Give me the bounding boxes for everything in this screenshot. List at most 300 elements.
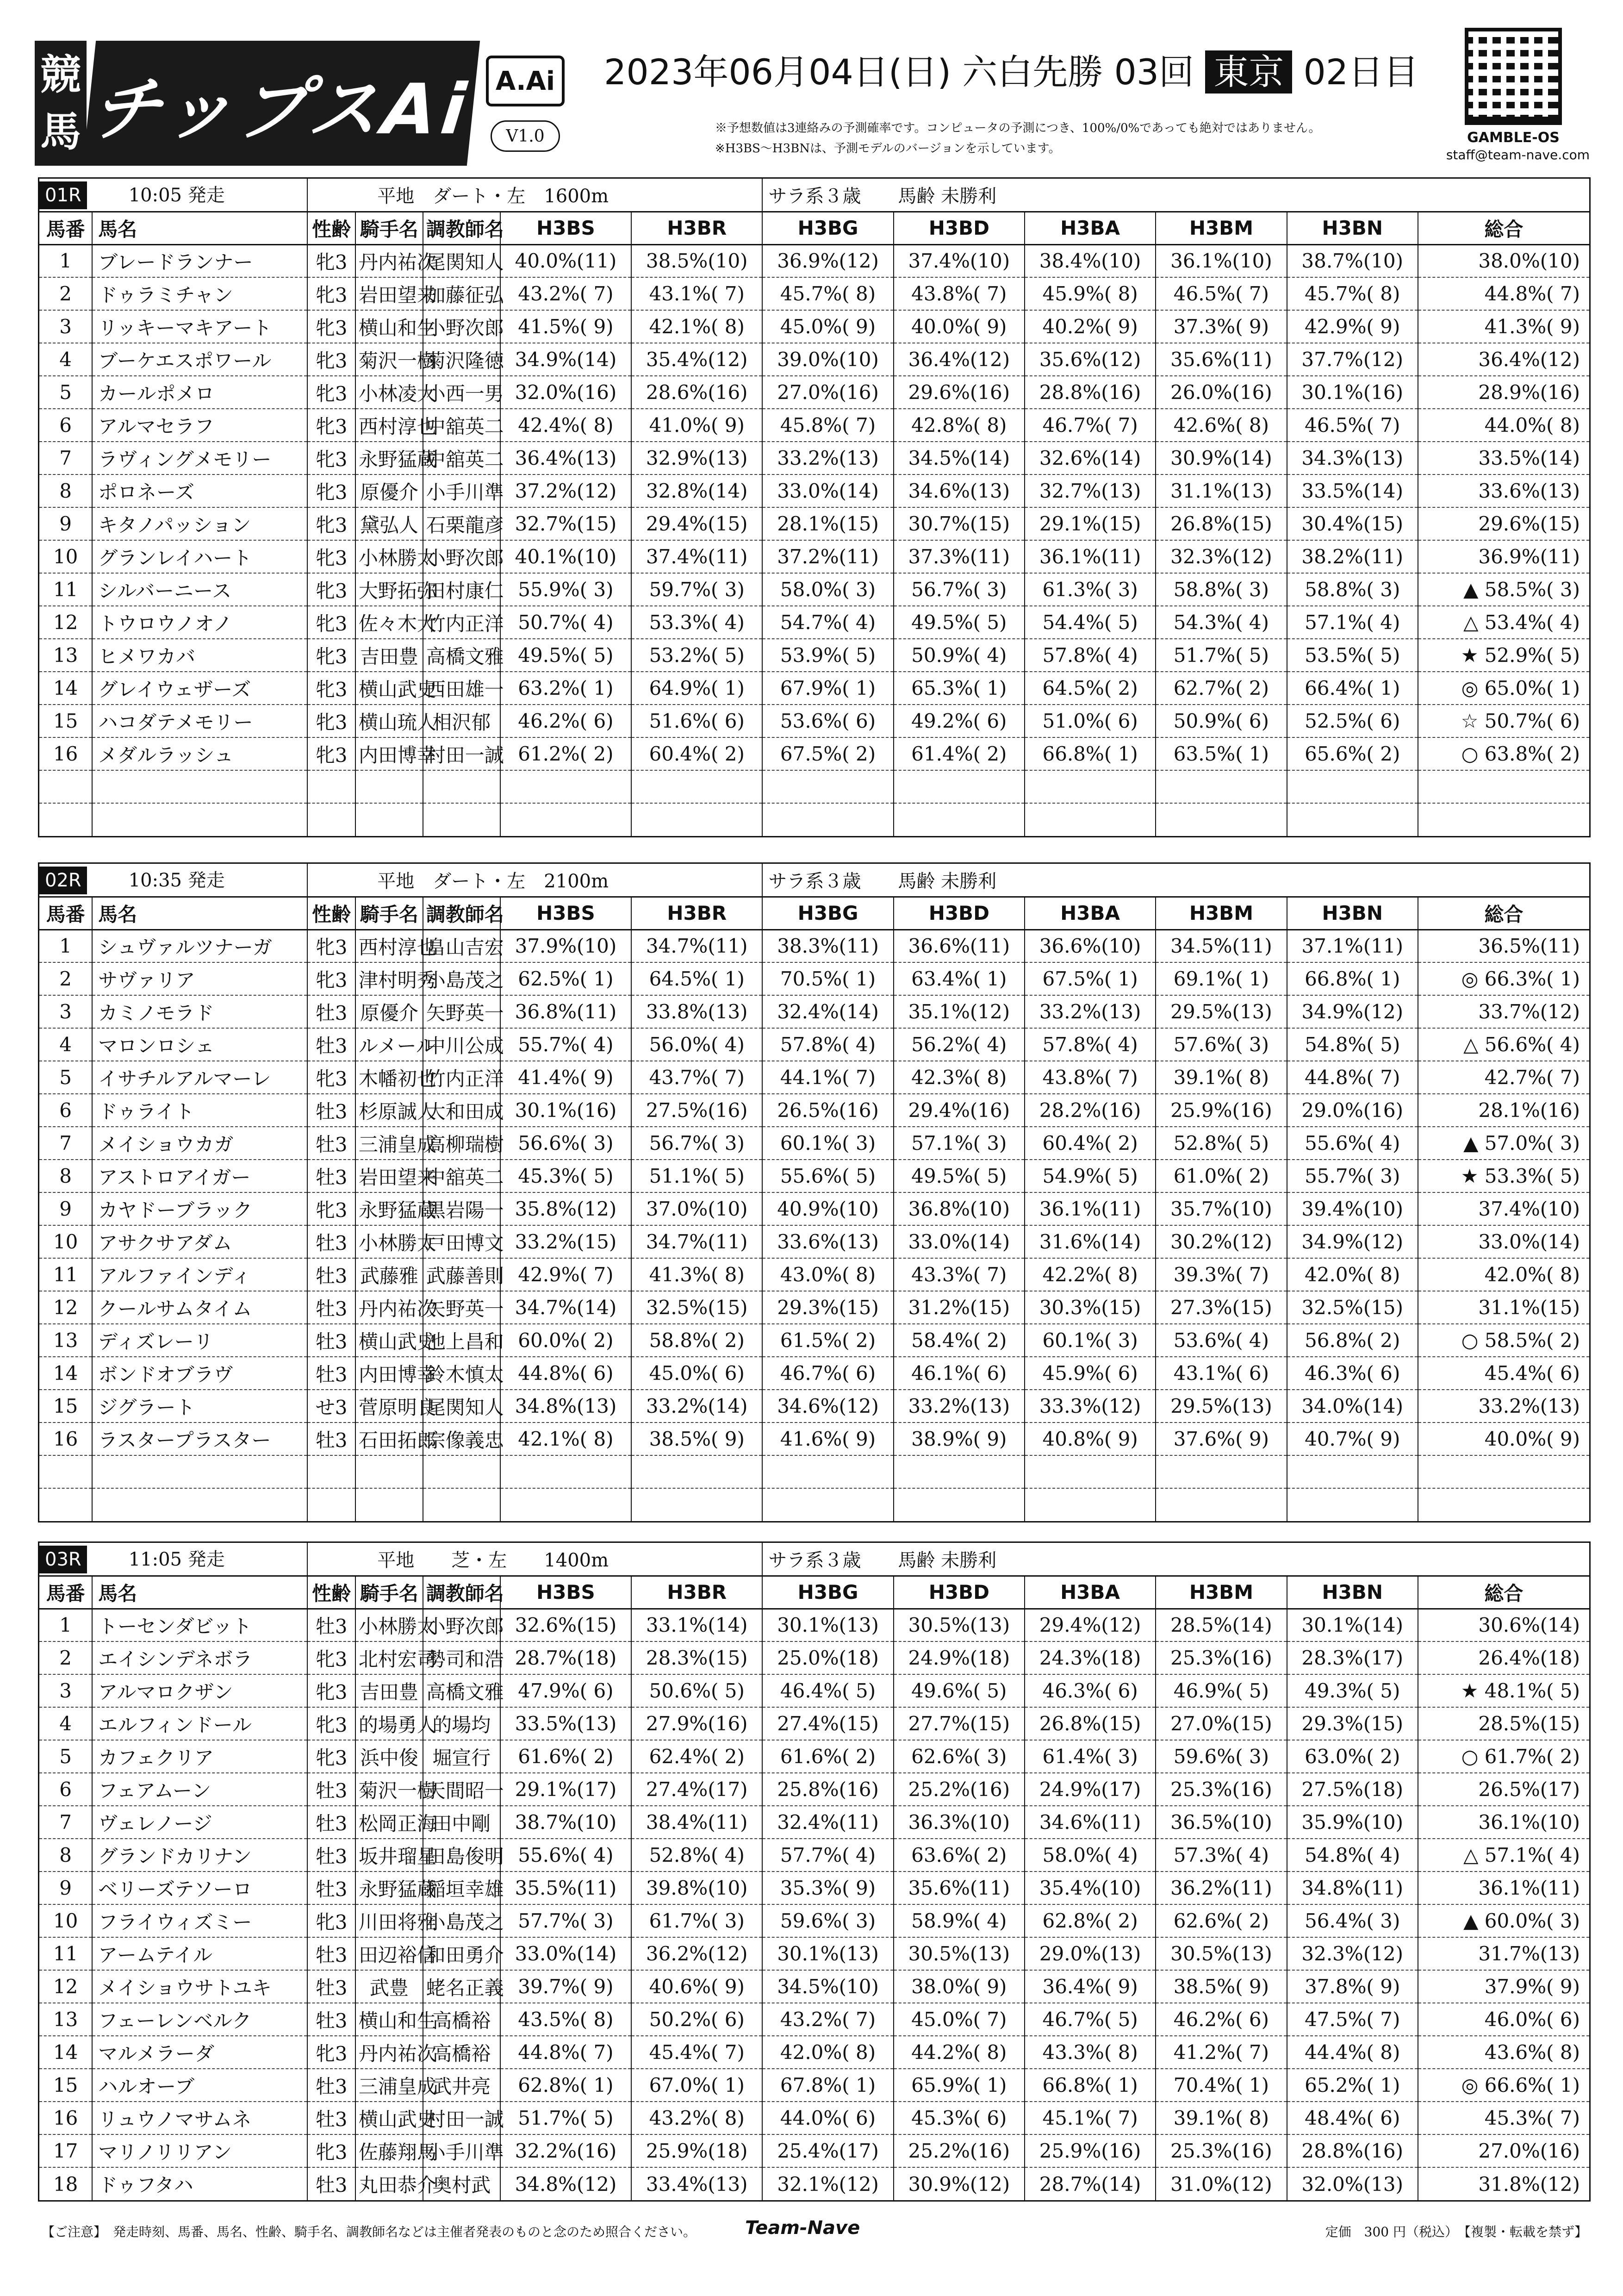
cell-sex-age: 牝3 (307, 409, 355, 442)
column-header: 馬名 (92, 1576, 307, 1609)
cell-h3ba: 33.2%(13) (1025, 995, 1156, 1028)
cell-h3bm: 62.7%( 2) (1156, 672, 1287, 705)
cell-jockey: 小林勝太 (355, 540, 423, 573)
cell-jockey: 菅原明良 (355, 1390, 423, 1423)
cell-h3bm: 34.5%(11) (1156, 930, 1287, 962)
cell-jockey: 西村淳也 (355, 409, 423, 442)
cell-h3bn: 44.8%( 7) (1287, 1061, 1418, 1094)
cell-h3bg: 26.5%(16) (762, 1094, 893, 1127)
cell-horse-no: 18 (53, 2172, 78, 2196)
cell-h3ba: 36.4%( 9) (1025, 1970, 1156, 2003)
cell-sex-age: 牡3 (307, 2102, 355, 2134)
column-header: 総合 (1418, 1576, 1589, 1609)
blank-cell (894, 803, 1025, 836)
cell-h3bn: 52.5%( 6) (1287, 705, 1418, 737)
cell-horse-no: 9 (39, 1872, 92, 1904)
cell-h3bm: 70.4%( 1) (1156, 2069, 1287, 2102)
cell-horse-name: クールサムタイム (92, 1291, 307, 1324)
cell-h3bd: 35.1%(12) (894, 995, 1025, 1028)
cell-h3br: 35.4%(12) (631, 343, 762, 376)
cell-h3ba: 40.2%( 9) (1025, 310, 1156, 343)
blank-cell (894, 1455, 1025, 1488)
cell-horse-no: 3 (39, 1674, 92, 1707)
cell-h3br: 41.3%( 8) (631, 1258, 762, 1291)
blank-cell (762, 1488, 893, 1521)
horse-row (39, 1904, 1589, 1937)
cell-horse-name: メダルラッシュ (92, 737, 307, 770)
horse-row (39, 409, 1589, 442)
blank-cell (423, 1455, 500, 1488)
cell-h3bm: 51.7%( 5) (1156, 639, 1287, 672)
cell-h3bn: 44.4%( 8) (1287, 2036, 1418, 2069)
cell-sex-age: 牝3 (307, 343, 355, 376)
race-info-row (39, 864, 1589, 897)
cell-total: ★ 48.1%( 5) (1418, 1674, 1589, 1707)
cell-h3bg: 40.9%(10) (762, 1192, 893, 1225)
cell-trainer: 中舘英二 (423, 409, 500, 442)
cell-total: ☆ 50.7%( 6) (1418, 705, 1589, 737)
cell-sex-age: 牡3 (307, 1773, 355, 1806)
column-header: 馬名 (92, 212, 307, 244)
cell-horse-no: 13 (39, 639, 92, 672)
cell-h3bm: 30.9%(14) (1156, 442, 1287, 474)
cell-h3bn: 34.3%(13) (1287, 442, 1418, 474)
blank-cell (762, 770, 893, 803)
cell-sex-age: 牝3 (307, 1707, 355, 1740)
cell-h3bd: 36.8%(10) (894, 1192, 1025, 1225)
cell-h3br: 40.6%( 9) (631, 1970, 762, 2003)
cell-sex-age: 牝3 (307, 672, 355, 705)
cell-h3bm: 42.6%( 8) (1156, 409, 1287, 442)
cell-h3br: 37.4%(11) (631, 540, 762, 573)
cell-h3bd: 65.3%( 1) (894, 672, 1025, 705)
cell-total: 38.0%(10) (1418, 244, 1589, 277)
cell-h3br: 62.4%( 2) (631, 1740, 762, 1773)
cell-horse-name: ヒメワカバ (92, 639, 307, 672)
cell-horse-name: ドゥラミチャン (92, 277, 307, 310)
cell-h3bn: 55.6%( 4) (1287, 1127, 1418, 1160)
cell-h3bn: 38.7%(10) (1287, 244, 1418, 277)
blank-cell (1418, 1455, 1589, 1488)
horse-row (39, 1674, 1589, 1707)
cell-trainer: 小野次郎 (423, 310, 500, 343)
cell-h3bn: 33.5%(14) (1287, 474, 1418, 507)
cell-h3bd: 38.9%( 9) (894, 1423, 1025, 1455)
horse-row (39, 1225, 1589, 1258)
cell-h3bm: 69.1%( 1) (1156, 962, 1287, 995)
logo-kanji-1: 競 (40, 50, 81, 99)
page-footer (42, 2217, 1587, 2245)
cell-total: ○ 58.5%( 2) (1418, 1324, 1589, 1357)
cell-h3bd: 50.9%( 4) (894, 639, 1025, 672)
cell-trainer: 蛯名正義 (423, 1970, 500, 2003)
cell-h3bg: 32.4%(14) (762, 995, 893, 1028)
cell-horse-no: 15 (39, 2069, 92, 2102)
cell-h3bg: 41.6%( 9) (762, 1423, 893, 1455)
cell-h3bs: 43.5%( 8) (500, 2003, 631, 2036)
horse-row (39, 1028, 1589, 1061)
cell-h3ba: 28.8%(16) (1025, 376, 1156, 409)
cell-jockey: 丹内祐次 (355, 244, 423, 277)
cell-total: ◎ 66.3%( 1) (1418, 962, 1589, 995)
cell-h3ba: 46.3%( 6) (1025, 1674, 1156, 1707)
cell-h3bg: 61.6%( 2) (762, 1740, 893, 1773)
blank-cell (92, 770, 307, 803)
cell-horse-name: ブーケエスポワール (92, 343, 307, 376)
cell-h3bm: 31.0%(12) (1156, 2167, 1287, 2200)
cell-h3bg: 27.0%(16) (762, 376, 893, 409)
cell-h3bg: 53.9%( 5) (762, 639, 893, 672)
column-header: 騎手名 (355, 897, 423, 930)
cell-h3ba: 28.2%(16) (1025, 1094, 1156, 1127)
cell-h3ba: 30.3%(15) (1025, 1291, 1156, 1324)
race-info-row (39, 1543, 1589, 1576)
cell-h3bg: 33.0%(14) (762, 474, 893, 507)
cell-h3bg: 45.0%( 9) (762, 310, 893, 343)
cell-total: 28.5%(15) (1418, 1707, 1589, 1740)
horse-row (39, 962, 1589, 995)
logo-kanji-2: 馬 (40, 108, 81, 156)
cell-total: 33.7%(12) (1418, 995, 1589, 1028)
column-header: 騎手名 (355, 1576, 423, 1609)
cell-h3bm: 31.1%(13) (1156, 474, 1287, 507)
cell-total: △ 53.4%( 4) (1418, 606, 1589, 639)
cell-h3bd: 34.5%(14) (894, 442, 1025, 474)
cell-h3ba: 62.8%( 2) (1025, 1904, 1156, 1937)
cell-h3bg: 67.9%( 1) (762, 672, 893, 705)
cell-h3bs: 55.6%( 4) (500, 1839, 631, 1872)
cell-h3bg: 44.1%( 7) (762, 1061, 893, 1094)
column-header: H3BG (762, 1576, 893, 1609)
column-header: 馬番 (39, 212, 92, 244)
cell-horse-name: グランドカリナン (92, 1839, 307, 1872)
blank-cell (307, 1455, 355, 1488)
cell-jockey: 横山武史 (355, 1324, 423, 1357)
cell-horse-no: 13 (39, 2003, 92, 2036)
cell-h3bd: 45.3%( 6) (894, 2102, 1025, 2134)
cell-jockey: 浜中俊 (355, 1740, 423, 1773)
cell-h3bd: 56.2%( 4) (894, 1028, 1025, 1061)
column-header: H3BA (1025, 212, 1156, 244)
cell-jockey: 岩田望来 (355, 277, 423, 310)
cell-h3bn: 28.3%(17) (1287, 1641, 1418, 1674)
blank-cell (631, 1455, 762, 1488)
cell-h3bd: 36.4%(12) (894, 343, 1025, 376)
cell-h3br: 59.7%( 3) (631, 573, 762, 606)
cell-h3bs: 49.5%( 5) (500, 639, 631, 672)
cell-h3bg: 45.7%( 8) (762, 277, 893, 310)
cell-h3br: 64.9%( 1) (631, 672, 762, 705)
cell-jockey: 川田将雅 (355, 1904, 423, 1937)
column-header: H3BA (1025, 897, 1156, 930)
post-time: 11:05 発走 (128, 1548, 225, 1570)
cell-jockey: 永野猛蔵 (355, 1872, 423, 1904)
cell-h3ba: 57.8%( 4) (1025, 1028, 1156, 1061)
cell-trainer: 矢野英一 (423, 995, 500, 1028)
cell-h3bm: 53.6%( 4) (1156, 1324, 1287, 1357)
cell-h3br: 64.5%( 1) (631, 962, 762, 995)
cell-h3bg: 53.6%( 6) (762, 705, 893, 737)
cell-h3bd: 33.0%(14) (894, 1225, 1025, 1258)
cell-h3bd: 33.2%(13) (894, 1390, 1025, 1423)
cell-h3br: 25.9%(18) (631, 2134, 762, 2167)
cell-sex-age: 牡3 (307, 1609, 355, 1641)
footer-notice: 【ご注意】 発走時刻、馬番、馬名、性齢、騎手名、調教師名などは主催者発表のものと念のため照合ください。 (42, 2224, 696, 2240)
cell-sex-age: 牡3 (307, 2069, 355, 2102)
cell-h3bd: 24.9%(18) (894, 1641, 1025, 1674)
cell-h3bn: 53.5%( 5) (1287, 639, 1418, 672)
blank-cell (1025, 1455, 1156, 1488)
cell-h3ba: 61.4%( 3) (1025, 1740, 1156, 1773)
cell-h3bm: 58.8%( 3) (1156, 573, 1287, 606)
cell-h3bs: 61.6%( 2) (500, 1740, 631, 1773)
cell-horse-no: 16 (39, 1423, 92, 1455)
horse-row (39, 507, 1589, 540)
cell-horse-no: 9 (39, 1192, 92, 1225)
cell-total: 27.0%(16) (1418, 2134, 1589, 2167)
cell-jockey: 横山武史 (355, 672, 423, 705)
cell-total: 41.3%( 9) (1418, 310, 1589, 343)
cell-h3ba: 45.1%( 7) (1025, 2102, 1156, 2134)
cell-horse-name: マリノリリアン (92, 2134, 307, 2167)
cell-h3ba: 54.9%( 5) (1025, 1160, 1156, 1192)
cell-h3bn: 63.0%( 2) (1287, 1740, 1418, 1773)
cell-sex-age: 牝3 (307, 639, 355, 672)
cell-trainer: 高橋文雅 (423, 639, 500, 672)
cell-sex-age: 牡3 (307, 1291, 355, 1324)
column-header: 調教師名 (423, 897, 500, 930)
horse-row (39, 1324, 1589, 1357)
cell-h3bs: 34.8%(12) (500, 2167, 631, 2200)
cell-horse-no: 6 (39, 1094, 92, 1127)
cell-horse-no: 6 (39, 1773, 92, 1806)
cell-h3bm: 36.2%(11) (1156, 1872, 1287, 1904)
blank-cell (1418, 770, 1589, 803)
cell-horse-name: キタノパッション (92, 507, 307, 540)
cell-sex-age: 牝3 (307, 606, 355, 639)
column-header: H3BR (631, 212, 762, 244)
cell-sex-age: 牝3 (307, 2134, 355, 2167)
cell-h3bm: 46.9%( 5) (1156, 1674, 1287, 1707)
race-number: 01R (39, 181, 87, 209)
cell-h3bs: 37.9%(10) (500, 930, 631, 962)
cell-h3bm: 25.3%(16) (1156, 1641, 1287, 1674)
cell-jockey: 石田拓郎 (355, 1423, 423, 1455)
cell-h3ba: 36.1%(11) (1025, 1192, 1156, 1225)
cell-sex-age: 牡3 (307, 1324, 355, 1357)
cell-h3bg: 60.1%( 3) (762, 1127, 893, 1160)
cell-jockey: 佐藤翔馬 (355, 2134, 423, 2167)
cell-trainer: 竹内正洋 (423, 606, 500, 639)
cell-total: 31.8%(12) (1418, 2167, 1589, 2200)
race-day: 02日目 (1303, 51, 1419, 93)
cell-h3bn: 34.8%(11) (1287, 1872, 1418, 1904)
cell-h3bg: 46.4%( 5) (762, 1674, 893, 1707)
cell-h3bn: 34.0%(14) (1287, 1390, 1418, 1423)
cell-total: △ 56.6%( 4) (1418, 1028, 1589, 1061)
cell-h3bs: 55.9%( 3) (500, 573, 631, 606)
cell-total: △ 57.1%( 4) (1418, 1839, 1589, 1872)
blank-cell (92, 1455, 307, 1488)
cell-jockey: 小林凌大 (355, 376, 423, 409)
blank-cell (1156, 1455, 1287, 1488)
column-header: H3BR (631, 1576, 762, 1609)
cell-h3bg: 38.3%(11) (762, 930, 893, 962)
cell-sex-age: 牡3 (307, 1127, 355, 1160)
blank-cell (631, 803, 762, 836)
horse-row (39, 1094, 1589, 1127)
cell-sex-age: 牝3 (307, 1192, 355, 1225)
cell-h3bs: 34.9%(14) (500, 343, 631, 376)
horse-row (39, 343, 1589, 376)
cell-h3br: 56.0%( 4) (631, 1028, 762, 1061)
cell-h3bn: 28.8%(16) (1287, 2134, 1418, 2167)
date-text: 2023年06月04日(日) 六白先勝 03回 (604, 51, 1194, 93)
cell-horse-no: 5 (39, 1061, 92, 1094)
cell-horse-name: シルバーニース (92, 573, 307, 606)
cell-horse-no: 8 (39, 1160, 92, 1192)
cell-jockey: 津村明秀 (355, 962, 423, 995)
cell-h3bs: 46.2%( 6) (500, 705, 631, 737)
cell-total: 36.9%(11) (1418, 540, 1589, 573)
blank-cell (1025, 1488, 1156, 1521)
cell-h3br: 27.4%(17) (631, 1773, 762, 1806)
cell-h3br: 50.6%( 5) (631, 1674, 762, 1707)
cell-horse-name: サヴァリア (92, 962, 307, 995)
cell-h3br: 41.0%( 9) (631, 409, 762, 442)
cell-h3ba: 45.9%( 6) (1025, 1357, 1156, 1390)
cell-horse-no: 13 (39, 1324, 92, 1357)
cell-horse-no: 9 (39, 507, 92, 540)
cell-jockey: 丹内祐次 (355, 2036, 423, 2069)
cell-trainer: 勢司和浩 (423, 1641, 500, 1674)
cell-total: 46.0%( 6) (1418, 2003, 1589, 2036)
cell-sex-age: 牡3 (307, 1839, 355, 1872)
cell-jockey: 原優介 (355, 995, 423, 1028)
cell-h3bd: 29.4%(16) (894, 1094, 1025, 1127)
cell-sex-age: 牡3 (307, 2167, 355, 2200)
cell-h3ba: 42.2%( 8) (1025, 1258, 1156, 1291)
cell-h3ba: 45.9%( 8) (1025, 277, 1156, 310)
course-info: 平地 ダート・左 2100m (307, 864, 762, 897)
column-header-row (39, 897, 1589, 930)
cell-total: 44.8%( 7) (1418, 277, 1589, 310)
cell-jockey: 杉原誠人 (355, 1094, 423, 1127)
cell-total: ○ 61.7%( 2) (1418, 1740, 1589, 1773)
cell-horse-no: 5 (39, 1740, 92, 1773)
blank-cell (39, 1455, 92, 1488)
cell-h3bs: 57.7%( 3) (500, 1904, 631, 1937)
cell-h3br: 34.7%(11) (631, 1225, 762, 1258)
column-header: 馬番 (39, 897, 92, 930)
horse-row (39, 1127, 1589, 1160)
cell-horse-no: 2 (39, 962, 92, 995)
cell-h3bm: 61.0%( 2) (1156, 1160, 1287, 1192)
cell-trainer: 稲垣幸雄 (423, 1872, 500, 1904)
cell-h3bs: 62.8%( 1) (500, 2069, 631, 2102)
cell-h3br: 32.5%(15) (631, 1291, 762, 1324)
cell-h3bm: 28.5%(14) (1156, 1609, 1287, 1641)
blank-cell (1287, 770, 1418, 803)
blank-cell (500, 1455, 631, 1488)
horse-row (39, 1970, 1589, 2003)
cell-h3bd: 63.4%( 1) (894, 962, 1025, 995)
cell-total: ◎ 65.0%( 1) (1418, 672, 1589, 705)
cell-horse-no: 11 (39, 573, 92, 606)
column-header: H3BS (500, 897, 631, 930)
horse-row (39, 244, 1589, 277)
cell-h3bn: 30.4%(15) (1287, 507, 1418, 540)
cell-horse-no: 7 (39, 1127, 92, 1160)
column-header: H3BG (762, 897, 893, 930)
cell-horse-no: 12 (39, 606, 92, 639)
cell-h3ba: 58.0%( 4) (1025, 1839, 1156, 1872)
cell-h3bg: 34.5%(10) (762, 1970, 893, 2003)
blank-cell (1156, 770, 1287, 803)
cell-h3br: 38.5%(10) (631, 244, 762, 277)
cell-horse-name: カミノモラド (92, 995, 307, 1028)
cell-h3bg: 67.8%( 1) (762, 2069, 893, 2102)
column-header: 性齢 (307, 1576, 355, 1609)
cell-jockey: 佐々木大 (355, 606, 423, 639)
cell-horse-name: カールポメロ (92, 376, 307, 409)
keiba-logo (35, 41, 87, 166)
cell-h3bm: 46.5%( 7) (1156, 277, 1287, 310)
horse-row (39, 1160, 1589, 1192)
contact-email: staff@team-nave.com (1446, 147, 1590, 162)
horse-row (39, 2036, 1589, 2069)
horse-row (39, 1390, 1589, 1423)
cell-jockey: 丸田恭介 (355, 2167, 423, 2200)
cell-h3bd: 56.7%( 3) (894, 573, 1025, 606)
cell-h3bs: 41.4%( 9) (500, 1061, 631, 1094)
cell-h3bn: 29.3%(15) (1287, 1707, 1418, 1740)
cell-h3ba: 64.5%( 2) (1025, 672, 1156, 705)
blank-cell (307, 770, 355, 803)
cell-h3bn: 66.8%( 1) (1287, 962, 1418, 995)
cell-h3bm: 29.5%(13) (1156, 995, 1287, 1028)
cell-total: ○ 63.8%( 2) (1418, 737, 1589, 770)
cell-trainer: 西田雄一 (423, 672, 500, 705)
cell-h3bn: 49.3%( 5) (1287, 1674, 1418, 1707)
cell-jockey: 原優介 (355, 474, 423, 507)
footer-price: 定価 300 円（税込） 【複製・転載を禁ず】 (1325, 2224, 1587, 2240)
cell-h3bn: 37.1%(11) (1287, 930, 1418, 962)
cell-jockey: 岩田望来 (355, 1160, 423, 1192)
cell-horse-name: ドゥライト (92, 1094, 307, 1127)
cell-h3br: 28.6%(16) (631, 376, 762, 409)
cell-h3ba: 24.3%(18) (1025, 1641, 1156, 1674)
cell-total: 33.6%(13) (1418, 474, 1589, 507)
cell-sex-age: 牝3 (307, 244, 355, 277)
cell-h3bn: 42.0%( 8) (1287, 1258, 1418, 1291)
cell-h3br: 29.4%(15) (631, 507, 762, 540)
cell-horse-name: アルファインディ (92, 1258, 307, 1291)
blank-cell (500, 770, 631, 803)
cell-h3bg: 70.5%( 1) (762, 962, 893, 995)
cell-sex-age: 牡3 (307, 1872, 355, 1904)
cell-h3ba: 29.1%(15) (1025, 507, 1156, 540)
cell-trainer: 小西一男 (423, 376, 500, 409)
cell-trainer: 尾関知人 (423, 1390, 500, 1423)
cell-h3bs: 33.5%(13) (500, 1707, 631, 1740)
cell-horse-name: トウロウノオノ (92, 606, 307, 639)
cell-horse-no: 4 (39, 343, 92, 376)
cell-h3bs: 32.0%(16) (500, 376, 631, 409)
cell-trainer: 武井亮 (423, 2069, 500, 2102)
cell-jockey: 内田博幸 (355, 1357, 423, 1390)
cell-trainer: 高橋文雅 (423, 1674, 500, 1707)
